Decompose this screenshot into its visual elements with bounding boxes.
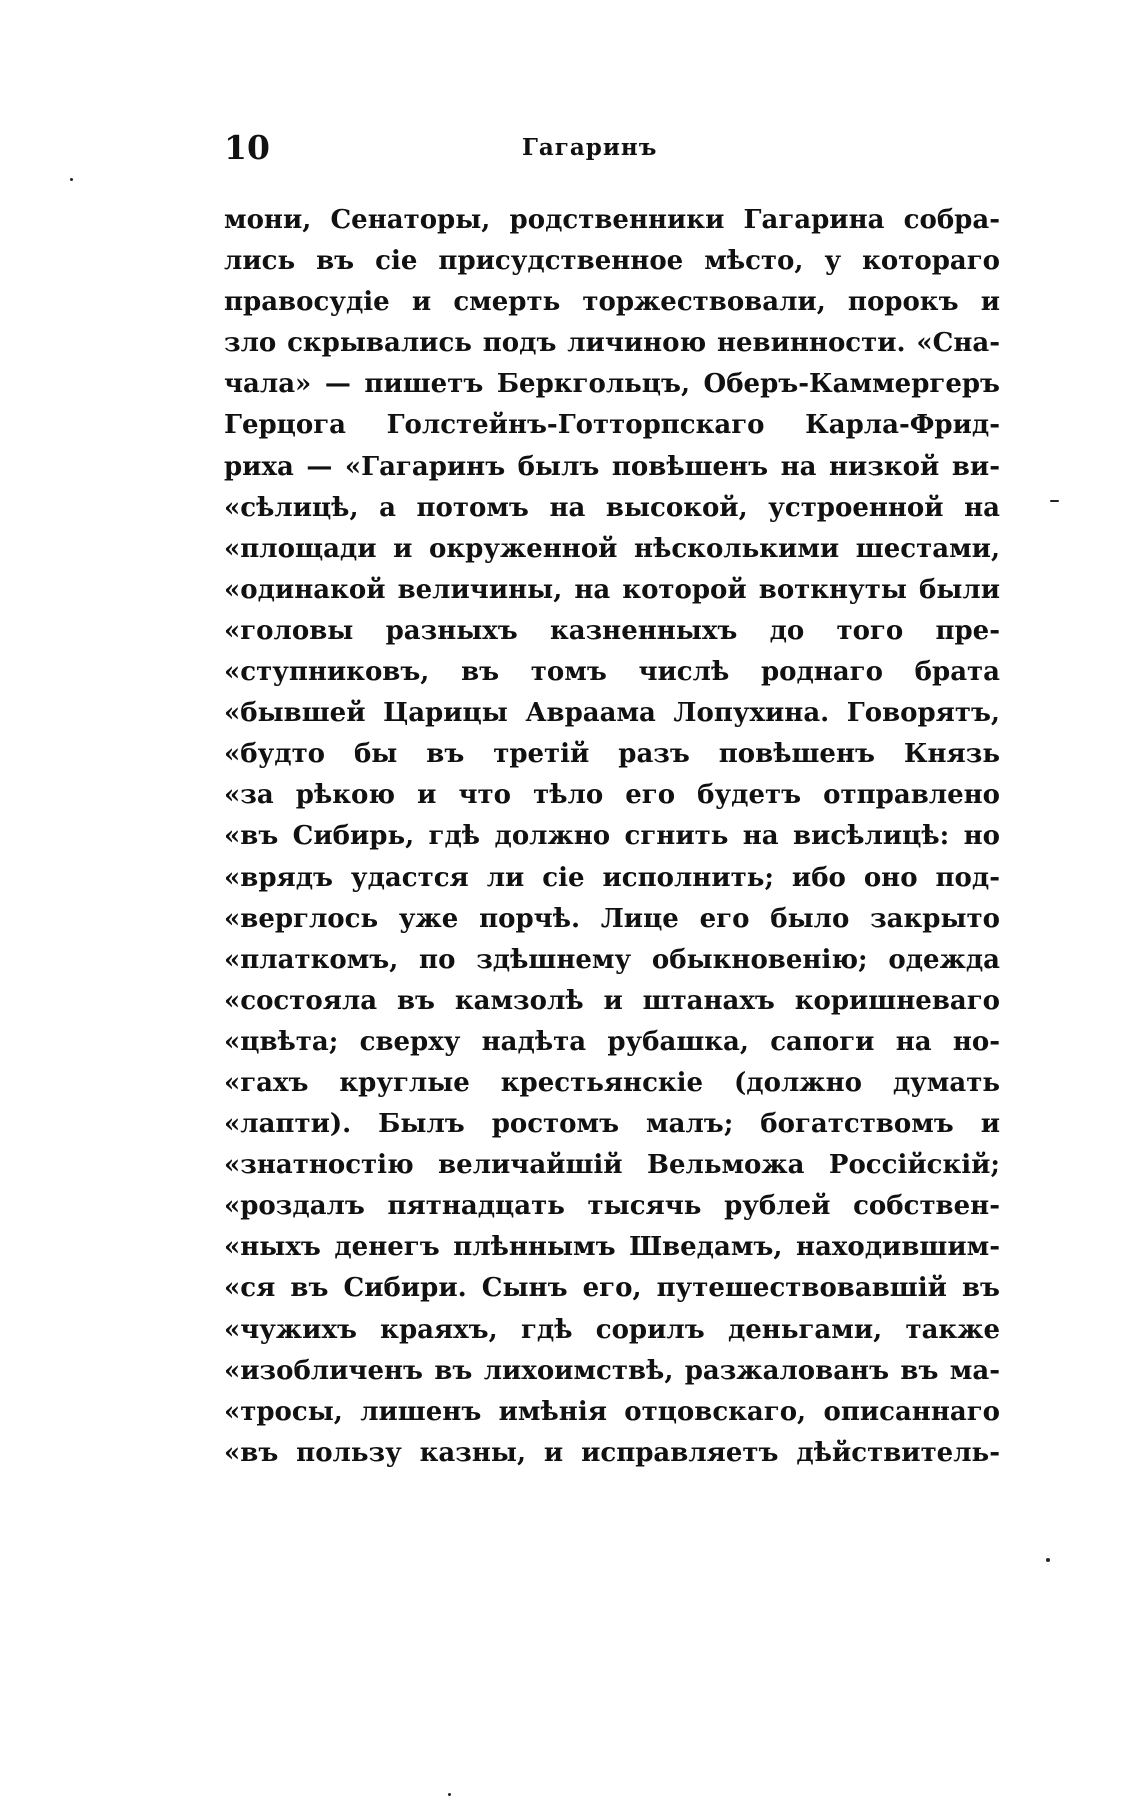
text-line: «цвѣта; сверху надѣта рубашка, сапоги на но-: [224, 1026, 1000, 1057]
text-line: зло скрывались подъ личиною невинности. «Сна-: [224, 328, 1000, 359]
running-head: Гагаринъ: [522, 134, 658, 161]
text-line: «сѣлицѣ, а потомъ на высокой, устроенной на: [224, 492, 1000, 523]
scan-speck: [1046, 1558, 1050, 1562]
text-line: «чужихъ краяхъ, гдѣ сорилъ деньгами, также: [224, 1314, 1000, 1345]
text-line: «ступниковъ, въ томъ числѣ роднаго брата: [224, 657, 1000, 688]
text-line: «одинакой величины, на которой воткнуты были: [224, 574, 1000, 605]
scan-speck: [448, 1793, 451, 1796]
text-line: «бывшей Царицы Авраама Лопухина. Говорятъ,: [224, 698, 1000, 729]
text-line: «знатностію величайшій Вельможа Россійскій;: [224, 1150, 1000, 1181]
text-line: правосудіе и смерть торжествовали, порокъ и: [224, 287, 1000, 318]
text-line: Герцога Голстейнъ-Готторпскаго Карла-Фрид-: [224, 410, 1000, 441]
text-line: «за рѣкою и что тѣло его будетъ отправлено: [224, 780, 1000, 811]
text-line: «роздалъ пятнадцать тысячь рублей собствен-: [224, 1191, 1000, 1222]
text-line: «изобличенъ въ лихоимствѣ, разжалованъ въ ма-: [224, 1355, 1000, 1386]
text-line: мони, Сенаторы, родственники Гагарина собра-: [224, 205, 1000, 235]
page-header: [224, 128, 1000, 178]
text-line: «верглось уже порчѣ. Лице его было закрыто: [224, 903, 1000, 934]
text-line: «головы разныхъ казненныхъ до того пре-: [224, 615, 1000, 646]
text-line: «въ Сибирь, гдѣ должно сгнить на висѣлицѣ: но: [224, 821, 1000, 852]
body-text: [224, 200, 1000, 1474]
text-line: чала» — пишетъ Беркгольцъ, Оберъ-Каммергеръ: [224, 369, 1000, 400]
text-line: «ся въ Сибири. Сынъ его, путешествовавшій въ: [224, 1273, 1000, 1304]
text-line: «врядъ удастся ли сіе исполнить; ибо оно под-: [224, 862, 1000, 893]
text-line: лись въ сіе присудственное мѣсто, у котораго: [224, 246, 1000, 277]
text-line: «въ пользу казны, и исправляетъ дѣйствитель-: [224, 1437, 1000, 1468]
text-line: «ныхъ денегъ плѣннымъ Шведамъ, находившим-: [224, 1232, 1000, 1263]
text-line: «лапти). Былъ ростомъ малъ; богатствомъ и: [224, 1109, 1000, 1140]
text-line: «состояла въ камзолѣ и штанахъ коришневаго: [224, 985, 1000, 1016]
page-number: 10: [224, 128, 270, 167]
scan-speck: [1050, 500, 1059, 502]
scan-speck: [70, 178, 73, 181]
text-line: «тросы, лишенъ имѣнія отцовскаго, описаннаго: [224, 1396, 1000, 1427]
text-line: «будто бы въ третій разъ повѣшенъ Князь: [224, 739, 1000, 770]
text-line: риха — «Гагаринъ былъ повѣшенъ на низкой ви-: [224, 451, 1000, 482]
text-line: «площади и окруженной нѣсколькими шестами,: [224, 533, 1000, 564]
text-line: «гахъ круглые крестьянскіе (должно думать: [224, 1067, 1000, 1098]
text-line: «платкомъ, по здѣшнему обыкновенію; одежда: [224, 944, 1000, 975]
